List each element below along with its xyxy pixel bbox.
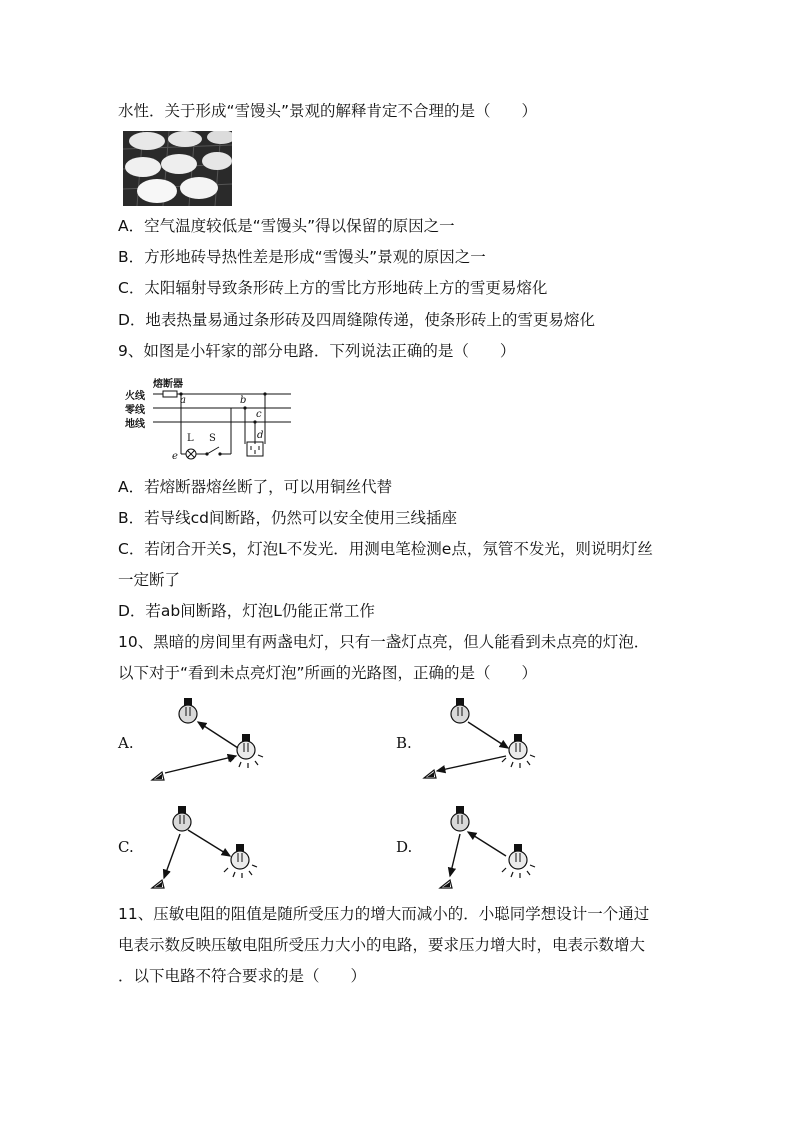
- household-circuit-diagram: [123, 374, 298, 464]
- q10-stem-line1: 10、黑暗的房间里有两盏电灯，只有一盏灯点亮，但人能看到未点亮的灯泡．: [118, 633, 650, 651]
- live-wire-label: 火线: [125, 391, 145, 402]
- point-e-label: e: [172, 451, 178, 462]
- q8-option-a: A．空气温度较低是“雪馒头”得以保留的原因之一: [118, 217, 455, 235]
- q9-option-a: A．若熔断器熔丝断了，可以用铜丝代替: [118, 478, 393, 496]
- fuse-label: 熔断器: [153, 379, 183, 390]
- ground-wire-label: 地线: [125, 419, 145, 430]
- q10-optics-diagram-a: [150, 690, 275, 785]
- q8-stem: 水性．关于形成“雪馒头”景观的解释肯定不合理的是（ ）: [118, 102, 538, 120]
- q10-option-d-label: D.: [396, 838, 413, 856]
- q9-option-d: D．若ab间断路，灯泡L仍能正常工作: [118, 602, 375, 620]
- point-a-label: a: [180, 395, 186, 406]
- q9-option-c: C．若闭合开关S，灯泡L不发光．用测电笔检测e点，氖管不发光，则说明灯丝: [118, 540, 653, 558]
- q11-stem-line2: 电表示数反映压敏电阻所受压力大小的电路，要求压力增大时，电表示数增大: [118, 936, 646, 954]
- q10-optics-diagram-b: [420, 690, 545, 785]
- q10-optics-diagram-d: [420, 800, 545, 895]
- point-d-label: d: [257, 430, 264, 441]
- snow-mound-photo: [123, 131, 232, 206]
- neutral-wire-label: 零线: [125, 405, 145, 416]
- q10-option-b-label: B.: [396, 734, 412, 752]
- q11-stem-line3: ．以下电路不符合要求的是（ ）: [118, 967, 367, 985]
- q10-stem-line2: 以下对于“看到未点亮灯泡”所画的光路图，正确的是（ ）: [118, 664, 538, 682]
- q8-option-b: B．方形地砖导热性差是形成“雪馒头”景观的原因之一: [118, 248, 486, 266]
- q9-stem: 9、如图是小轩家的部分电路．下列说法正确的是（ ）: [118, 342, 516, 360]
- q10-option-c-label: C.: [118, 838, 134, 856]
- point-c-label: c: [256, 409, 262, 420]
- q8-option-d: D．地表热量易通过条形砖及四周缝隙传递，使条形砖上的雪更易熔化: [118, 311, 595, 329]
- q9-option-c-cont: 一定断了: [118, 571, 181, 589]
- q11-stem-line1: 11、压敏电阻的阻值是随所受压力的增大而减小的．小聪同学想设计一个通过: [118, 905, 650, 923]
- q10-option-a-label: A.: [118, 734, 134, 752]
- q9-option-b: B．若导线cd间断路，仍然可以安全使用三线插座: [118, 509, 457, 527]
- switch-label: S: [209, 433, 216, 444]
- lamp-label: L: [187, 433, 194, 444]
- q10-optics-diagram-c: [150, 800, 275, 895]
- q8-option-c: C．太阳辐射导致条形砖上方的雪比方形地砖上方的雪更易熔化: [118, 279, 548, 297]
- point-b-label: b: [240, 395, 247, 406]
